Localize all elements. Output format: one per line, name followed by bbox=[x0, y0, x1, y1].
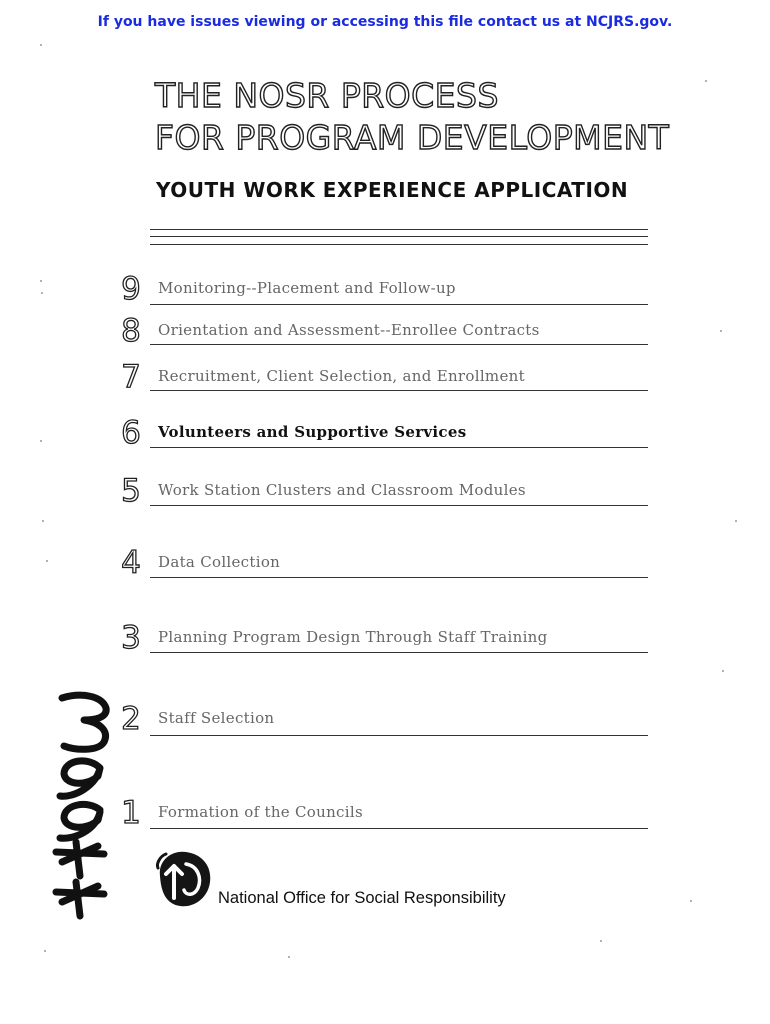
speck bbox=[40, 280, 42, 282]
speck bbox=[42, 520, 44, 522]
step-rule bbox=[150, 735, 648, 736]
speck bbox=[46, 560, 48, 562]
step-number: 8 bbox=[121, 313, 141, 349]
step-label: Formation of the Councils bbox=[158, 803, 363, 821]
step-5 bbox=[0, 474, 770, 514]
header-rule-1 bbox=[150, 229, 648, 230]
speck bbox=[735, 520, 737, 522]
speck bbox=[722, 670, 724, 672]
ncjrs-notice[interactable]: If you have issues viewing or accessing this file contact us at NCJRS.gov. bbox=[97, 14, 673, 30]
speck bbox=[40, 440, 42, 442]
step-rule bbox=[150, 344, 648, 345]
step-9 bbox=[0, 272, 770, 312]
step-rule bbox=[150, 304, 648, 305]
step-label: Volunteers and Supportive Services bbox=[158, 423, 467, 441]
speck bbox=[40, 44, 42, 46]
step-number: 2 bbox=[121, 701, 141, 737]
step-rule bbox=[150, 828, 648, 829]
speck bbox=[690, 900, 692, 902]
organization-name: National Office for Social Responsibility bbox=[218, 889, 506, 907]
step-rule bbox=[150, 505, 648, 506]
step-number: 7 bbox=[121, 359, 141, 395]
step-label: Work Station Clusters and Classroom Modules bbox=[158, 481, 526, 499]
title-line-1: THE NOSR PROCESS bbox=[155, 76, 499, 115]
step-label: Planning Program Design Through Staff Training bbox=[158, 628, 548, 646]
step-number: 1 bbox=[121, 795, 141, 831]
step-7 bbox=[0, 360, 770, 400]
nosr-logo-icon bbox=[150, 846, 216, 910]
step-rule bbox=[150, 577, 648, 578]
speck bbox=[600, 940, 602, 942]
step-rule bbox=[150, 652, 648, 653]
step-rule bbox=[150, 447, 648, 448]
subtitle: YOUTH WORK EXPERIENCE APPLICATION bbox=[156, 178, 629, 202]
step-number: 6 bbox=[121, 415, 141, 451]
header-rule-2 bbox=[150, 236, 648, 237]
step-3 bbox=[0, 621, 770, 661]
header-rule-3 bbox=[150, 244, 648, 245]
step-label: Data Collection bbox=[158, 553, 281, 571]
step-label: Recruitment, Client Selection, and Enrollment bbox=[158, 367, 525, 385]
handwritten-number bbox=[34, 690, 124, 920]
speck bbox=[705, 80, 707, 82]
speck bbox=[720, 330, 722, 332]
step-label: Orientation and Assessment--Enrollee Contracts bbox=[158, 321, 540, 339]
speck bbox=[44, 950, 46, 952]
step-number: 3 bbox=[121, 620, 141, 656]
step-rule bbox=[150, 390, 648, 391]
step-8 bbox=[0, 314, 770, 354]
step-number: 5 bbox=[121, 473, 141, 509]
title-line-2: FOR PROGRAM DEVELOPMENT bbox=[155, 118, 670, 157]
step-number: 4 bbox=[121, 545, 141, 581]
step-label: Staff Selection bbox=[158, 709, 275, 727]
speck bbox=[288, 956, 290, 958]
step-number: 9 bbox=[121, 271, 141, 307]
step-4 bbox=[0, 546, 770, 586]
speck bbox=[41, 292, 43, 294]
step-label: Monitoring--Placement and Follow-up bbox=[158, 279, 456, 297]
step-6 bbox=[0, 416, 770, 456]
